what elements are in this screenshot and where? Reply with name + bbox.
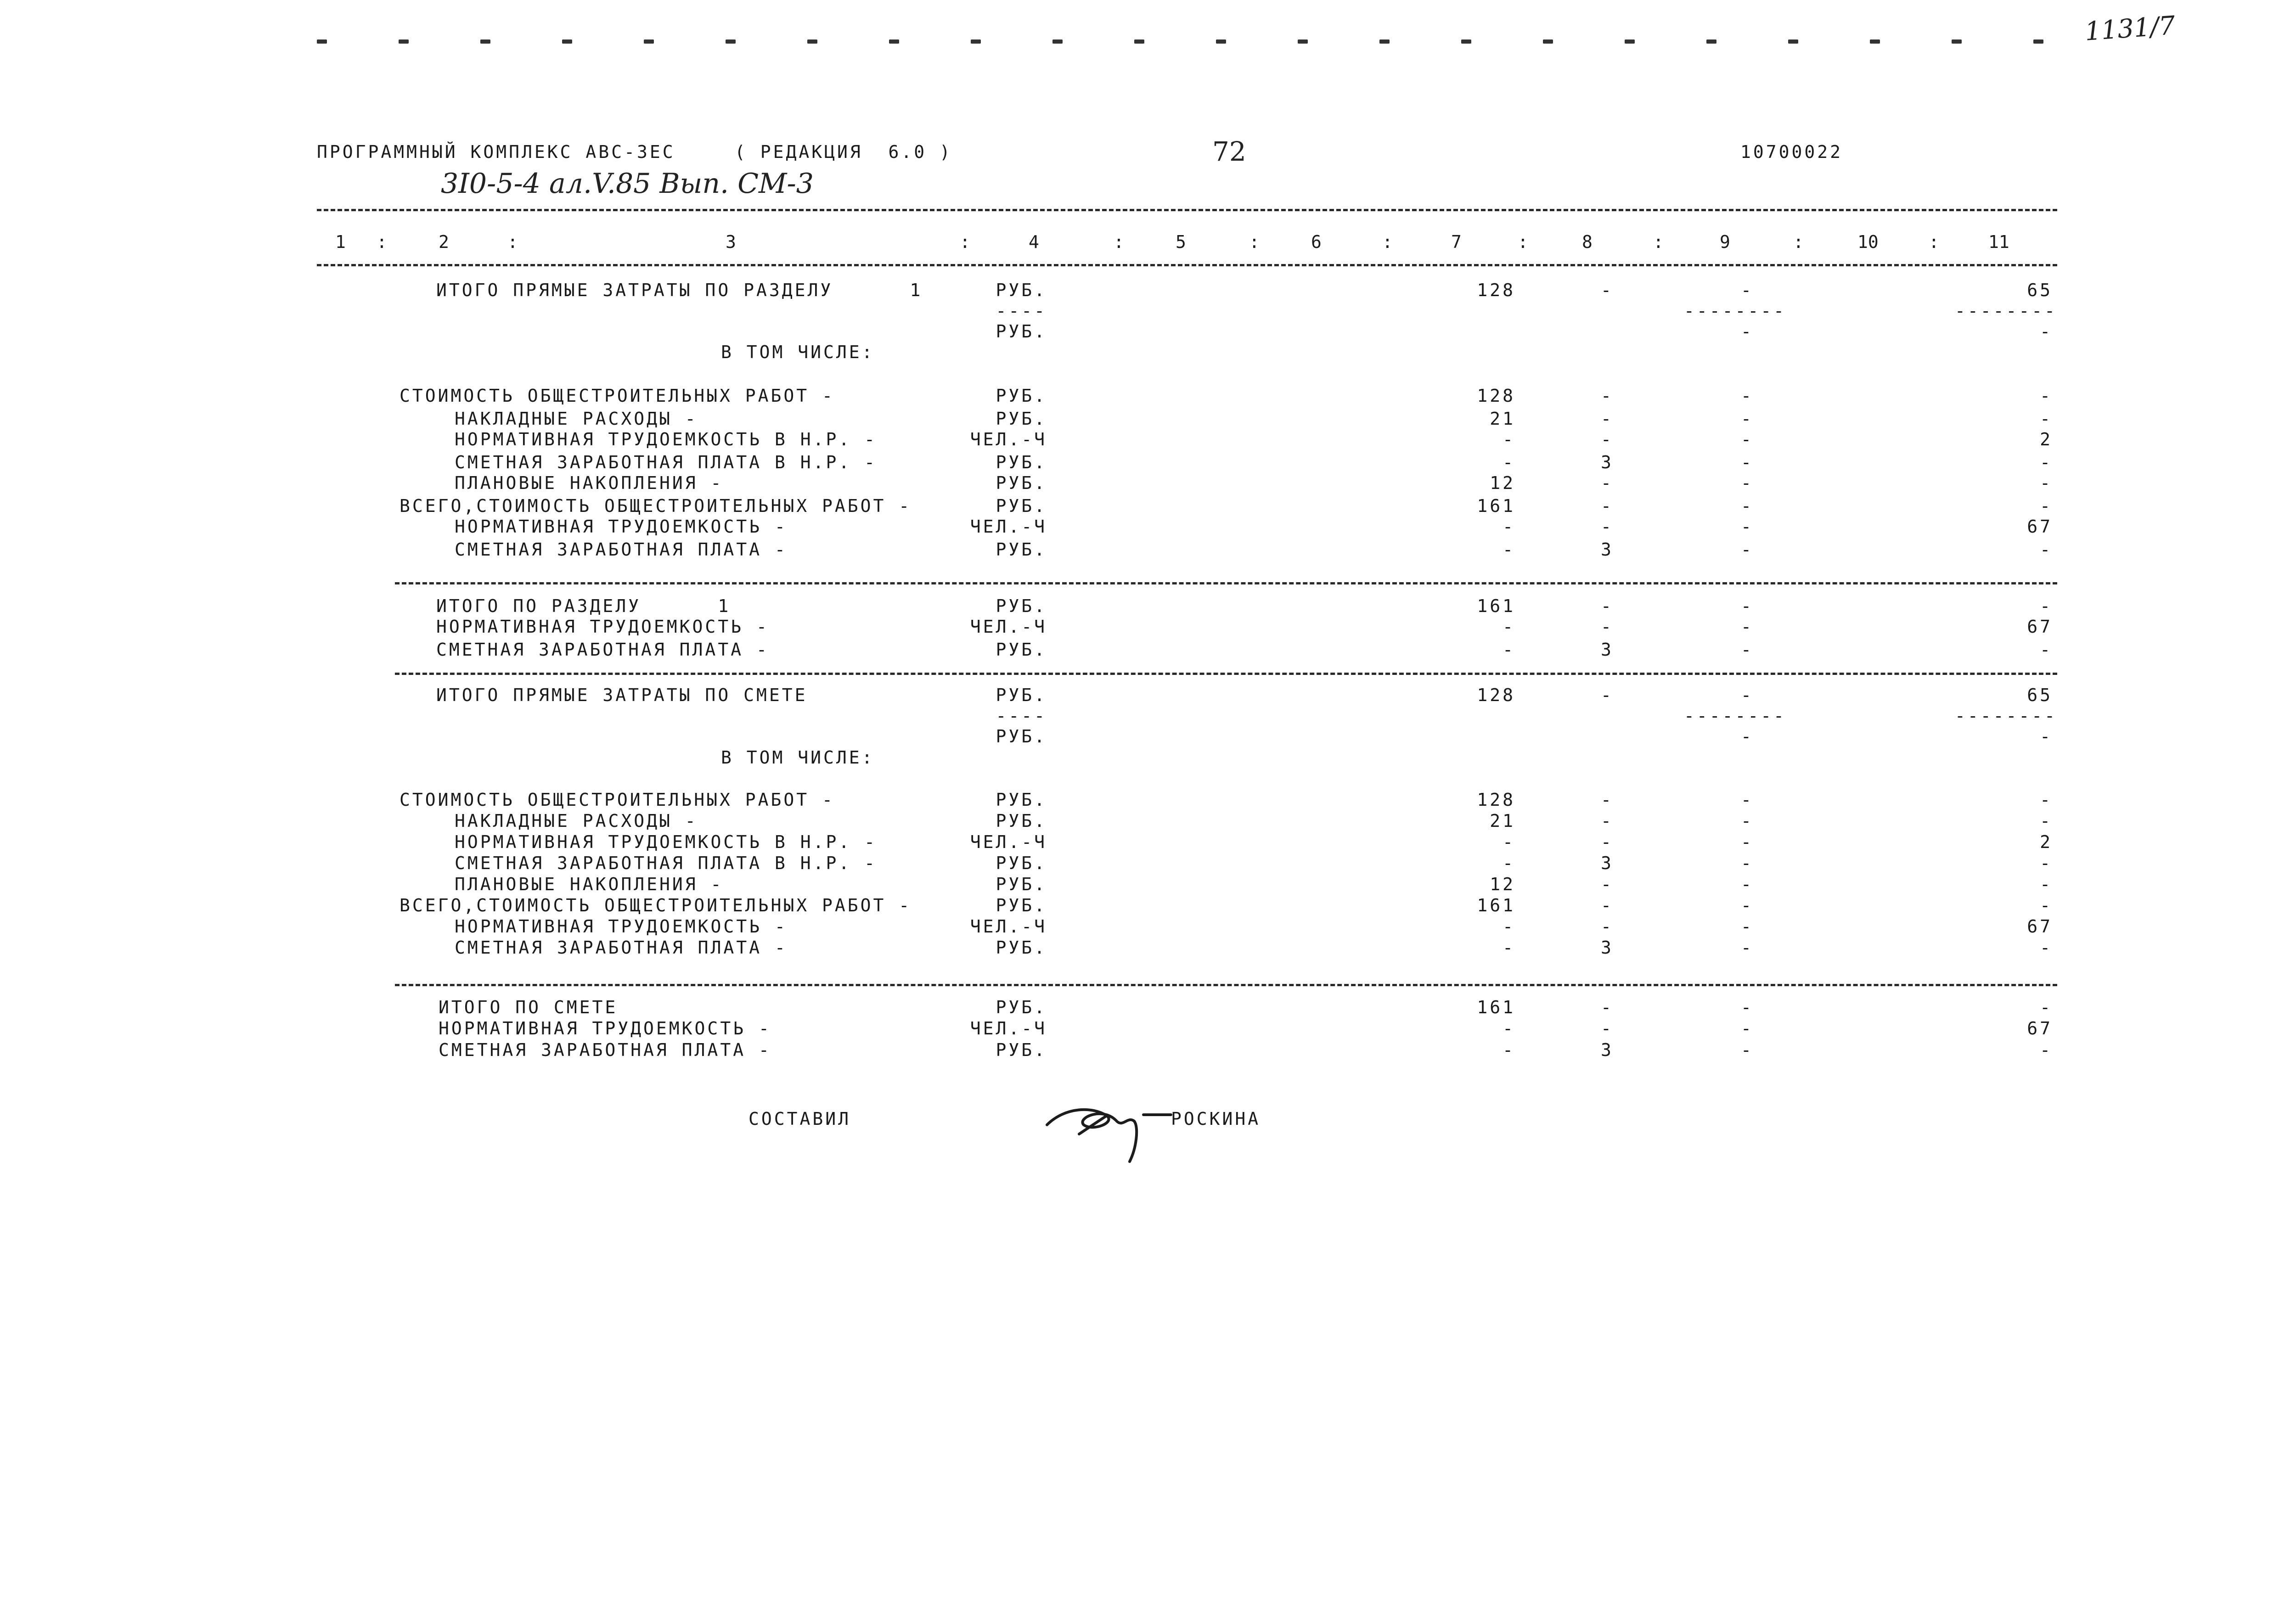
cell-col-9: - xyxy=(1741,596,1754,616)
row-label: СМЕТНАЯ ЗАРАБОТНАЯ ПЛАТА - xyxy=(439,1040,771,1060)
cell-col-7: 128 xyxy=(1477,685,1515,705)
feed-mark xyxy=(1379,39,1390,44)
cell-col-8: 3 xyxy=(1601,539,1614,560)
cell-col-11: - xyxy=(2040,874,2053,894)
column-header-11: 11 xyxy=(1988,232,2009,252)
column-header-5: 5 xyxy=(1176,232,1186,252)
row-unit: РУБ. xyxy=(996,640,1047,660)
cell-col-9: - xyxy=(1741,539,1754,560)
cell-col-11: - xyxy=(2040,997,2053,1017)
feed-mark xyxy=(644,39,654,44)
document-code: 10700022 xyxy=(1740,142,1843,162)
table-row xyxy=(0,301,2296,321)
feed-mark xyxy=(1298,39,1308,44)
row-unit: РУБ. xyxy=(996,539,1047,560)
cell-col-11: 67 xyxy=(2027,916,2053,937)
cell-col-7: - xyxy=(1503,916,1515,937)
row-label: ПЛАНОВЫЕ НАКОПЛЕНИЯ - xyxy=(455,874,724,894)
table-row xyxy=(0,726,2296,747)
cell-col-9: - xyxy=(1741,790,1754,810)
row-label: ИТОГО ПО СМЕТЕ xyxy=(439,997,618,1017)
row-unit: РУБ. xyxy=(996,997,1047,1017)
cell-col-9: - xyxy=(1741,409,1754,429)
cell-col-8: 3 xyxy=(1601,452,1614,472)
cell-col-7: - xyxy=(1503,1040,1515,1060)
edition-label: ( РЕДАКЦИЯ 6.0 ) xyxy=(735,142,952,162)
column-header-4: 4 xyxy=(1029,232,1039,252)
row-unit: ---- xyxy=(996,706,1047,726)
cell-col-11: - xyxy=(2040,811,2053,831)
feed-mark xyxy=(1543,39,1553,44)
cell-col-7: 21 xyxy=(1490,409,1515,429)
cell-col-9: - xyxy=(1741,617,1754,637)
feed-mark xyxy=(1052,39,1063,44)
cell-col-9: -------- xyxy=(1683,706,1786,726)
cell-col-8: - xyxy=(1601,811,1614,831)
table-row xyxy=(0,916,2296,937)
cell-col-8: - xyxy=(1601,596,1614,616)
cell-col-8: - xyxy=(1601,790,1614,810)
cell-col-8: 3 xyxy=(1601,640,1614,660)
cell-col-7: 161 xyxy=(1477,997,1515,1017)
cell-col-11: - xyxy=(2040,853,2053,873)
table-row xyxy=(0,409,2296,429)
column-separator: : xyxy=(1382,232,1393,252)
cell-col-7: 128 xyxy=(1477,386,1515,406)
cell-col-11: 65 xyxy=(2027,685,2053,705)
cell-col-9: - xyxy=(1741,517,1754,537)
cell-col-7: - xyxy=(1503,832,1515,852)
row-unit: РУБ. xyxy=(996,1040,1047,1060)
row-label: НОРМАТИВНАЯ ТРУДОЕМКОСТЬ В Н.Р. - xyxy=(455,832,877,852)
table-row xyxy=(0,832,2296,852)
row-label: ВСЕГО,СТОИМОСТЬ ОБЩЕСТРОИТЕЛЬНЫХ РАБОТ - xyxy=(400,496,912,516)
row-unit: РУБ. xyxy=(996,874,1047,894)
cell-col-8: - xyxy=(1601,874,1614,894)
cell-col-11: - xyxy=(2040,938,2053,958)
row-label: СМЕТНАЯ ЗАРАБОТНАЯ ПЛАТА - xyxy=(436,640,769,660)
cell-col-8: - xyxy=(1601,832,1614,852)
cell-col-9: - xyxy=(1741,726,1754,747)
program-title: ПРОГРАММНЫЙ КОМПЛЕКС АВС-3ЕС xyxy=(317,142,675,162)
cell-col-9: - xyxy=(1741,811,1754,831)
cell-col-9: - xyxy=(1741,895,1754,915)
cell-col-7: - xyxy=(1503,938,1515,958)
row-unit: РУБ. xyxy=(996,280,1047,300)
cell-col-8: - xyxy=(1601,517,1614,537)
feed-mark xyxy=(889,39,899,44)
header-bottom-rule xyxy=(317,264,2057,266)
cell-col-11: - xyxy=(2040,473,2053,493)
cell-col-11: 2 xyxy=(2040,429,2053,449)
feed-mark xyxy=(317,39,327,44)
page-number: 72 xyxy=(1212,136,1246,167)
row-label: ПЛАНОВЫЕ НАКОПЛЕНИЯ - xyxy=(455,473,724,493)
table-row xyxy=(0,321,2296,342)
table-row xyxy=(0,874,2296,894)
cell-col-7: - xyxy=(1503,429,1515,449)
column-separator: : xyxy=(1793,232,1804,252)
table-row xyxy=(0,596,2296,616)
feed-mark xyxy=(2033,39,2043,44)
cell-col-8: - xyxy=(1601,429,1614,449)
cell-col-7: 161 xyxy=(1477,895,1515,915)
column-header-10: 10 xyxy=(1857,232,1879,252)
row-label: СТОИМОСТЬ ОБЩЕСТРОИТЕЛЬНЫХ РАБОТ - xyxy=(400,790,835,810)
row-label: НОРМАТИВНАЯ ТРУДОЕМКОСТЬ В Н.Р. - xyxy=(455,429,877,449)
table-row xyxy=(0,617,2296,637)
row-label: НОРМАТИВНАЯ ТРУДОЕМКОСТЬ - xyxy=(455,517,788,537)
table-row xyxy=(0,342,2296,362)
row-unit: ЧЕЛ.-Ч xyxy=(970,617,1047,637)
row-unit: ---- xyxy=(996,301,1047,321)
table-row xyxy=(0,1018,2296,1039)
row-label: НАКЛАДНЫЕ РАСХОДЫ - xyxy=(455,811,698,831)
column-separator: : xyxy=(1653,232,1664,252)
row-label: ИТОГО ПРЯМЫЕ ЗАТРАТЫ ПО РАЗДЕЛУ 1 xyxy=(436,280,923,300)
cell-col-7: 161 xyxy=(1477,496,1515,516)
feed-mark xyxy=(1870,39,1880,44)
feed-mark xyxy=(399,39,409,44)
cell-col-11: - xyxy=(2040,452,2053,472)
cell-col-9: - xyxy=(1741,874,1754,894)
cell-col-9: - xyxy=(1741,938,1754,958)
table-row xyxy=(0,517,2296,537)
compiled-label: СОСТАВИЛ xyxy=(748,1109,851,1129)
table-row xyxy=(0,938,2296,958)
cell-col-11: - xyxy=(2040,895,2053,915)
feed-mark xyxy=(562,39,572,44)
table-row xyxy=(0,452,2296,472)
cell-col-11: - xyxy=(2040,386,2053,406)
row-unit: РУБ. xyxy=(996,596,1047,616)
cell-col-8: - xyxy=(1601,473,1614,493)
cell-col-11: - xyxy=(2040,790,2053,810)
table-row xyxy=(0,496,2296,516)
feed-mark xyxy=(1461,39,1471,44)
handwritten-reference: 3I0-5-4 ал.V.85 Вып. СМ-3 xyxy=(441,168,814,200)
feed-mark xyxy=(480,39,490,44)
table-row xyxy=(0,997,2296,1017)
cell-col-9: - xyxy=(1741,496,1754,516)
cell-col-9: - xyxy=(1741,685,1754,705)
column-header-8: 8 xyxy=(1582,232,1593,252)
cell-col-9: - xyxy=(1741,473,1754,493)
column-header-3: 3 xyxy=(726,232,736,252)
row-label: ИТОГО ПО РАЗДЕЛУ 1 xyxy=(436,596,731,616)
cell-col-9: - xyxy=(1741,832,1754,852)
row-unit: ЧЕЛ.-Ч xyxy=(970,916,1047,937)
row-unit: ЧЕЛ.-Ч xyxy=(970,429,1047,449)
row-unit: РУБ. xyxy=(996,811,1047,831)
row-unit: ЧЕЛ.-Ч xyxy=(970,517,1047,537)
column-separator: : xyxy=(507,232,518,252)
column-separator: : xyxy=(1114,232,1124,252)
row-label: СМЕТНАЯ ЗАРАБОТНАЯ ПЛАТА В Н.Р. - xyxy=(455,452,877,472)
cell-col-7: 128 xyxy=(1477,280,1515,300)
row-label: НОРМАТИВНАЯ ТРУДОЕМКОСТЬ - xyxy=(439,1018,771,1039)
signature-mark xyxy=(1038,1088,1176,1166)
cell-col-9: - xyxy=(1741,916,1754,937)
cell-col-7: 161 xyxy=(1477,596,1515,616)
cell-col-7: 12 xyxy=(1490,473,1515,493)
cell-col-11: 2 xyxy=(2040,832,2053,852)
cell-col-8: 3 xyxy=(1601,853,1614,873)
cell-col-11: 67 xyxy=(2027,1018,2053,1039)
table-row xyxy=(0,747,2296,768)
cell-col-9: - xyxy=(1741,1040,1754,1060)
row-unit: РУБ. xyxy=(996,853,1047,873)
cell-col-8: 3 xyxy=(1601,938,1614,958)
row-label: СТОИМОСТЬ ОБЩЕСТРОИТЕЛЬНЫХ РАБОТ - xyxy=(400,386,835,406)
column-header-row xyxy=(0,232,2296,252)
cell-col-9: - xyxy=(1741,1018,1754,1039)
cell-col-7: - xyxy=(1503,1018,1515,1039)
feed-mark xyxy=(1134,39,1144,44)
cell-col-8: - xyxy=(1601,617,1614,637)
cell-col-9: - xyxy=(1741,853,1754,873)
column-separator: : xyxy=(1518,232,1528,252)
table-top-rule xyxy=(317,209,2057,211)
cell-col-8: - xyxy=(1601,997,1614,1017)
cell-col-11: - xyxy=(2040,409,2053,429)
row-unit: РУБ. xyxy=(996,386,1047,406)
table-row xyxy=(0,895,2296,915)
table-row xyxy=(0,853,2296,873)
table-row xyxy=(0,280,2296,300)
cell-col-9: - xyxy=(1741,386,1754,406)
cell-col-8: - xyxy=(1601,1018,1614,1039)
column-header-9: 9 xyxy=(1720,232,1730,252)
feed-mark xyxy=(1216,39,1226,44)
table-row xyxy=(0,539,2296,560)
table-row xyxy=(0,685,2296,705)
cell-col-8: 3 xyxy=(1601,1040,1614,1060)
row-label: СМЕТНАЯ ЗАРАБОТНАЯ ПЛАТА - xyxy=(455,938,788,958)
feed-mark xyxy=(1788,39,1798,44)
row-unit: ЧЕЛ.-Ч xyxy=(970,832,1047,852)
table-row xyxy=(0,429,2296,449)
cell-col-8: - xyxy=(1601,280,1614,300)
cell-col-11: -------- xyxy=(1954,301,2057,321)
row-unit: РУБ. xyxy=(996,685,1047,705)
table-row xyxy=(0,1040,2296,1060)
cell-col-7: - xyxy=(1503,853,1515,873)
cell-col-7: 12 xyxy=(1490,874,1515,894)
table-row xyxy=(0,473,2296,493)
column-separator: : xyxy=(1929,232,1939,252)
section-rule-2 xyxy=(395,673,2057,675)
row-unit: РУБ. xyxy=(996,473,1047,493)
row-label: В ТОМ ЧИСЛЕ: xyxy=(721,747,875,768)
compiler-name: РОСКИНА xyxy=(1171,1109,1261,1129)
row-unit: ЧЕЛ.-Ч xyxy=(970,1018,1047,1039)
cell-col-9: -------- xyxy=(1683,301,1786,321)
row-label: НОРМАТИВНАЯ ТРУДОЕМКОСТЬ - xyxy=(436,617,769,637)
cell-col-11: 65 xyxy=(2027,280,2053,300)
column-header-6: 6 xyxy=(1311,232,1322,252)
feed-mark xyxy=(1706,39,1716,44)
feed-mark xyxy=(807,39,817,44)
row-label: СМЕТНАЯ ЗАРАБОТНАЯ ПЛАТА - xyxy=(455,539,788,560)
cell-col-8: - xyxy=(1601,409,1614,429)
row-label: СМЕТНАЯ ЗАРАБОТНАЯ ПЛАТА В Н.Р. - xyxy=(455,853,877,873)
row-label: НАКЛАДНЫЕ РАСХОДЫ - xyxy=(455,409,698,429)
cell-col-8: - xyxy=(1601,386,1614,406)
section-rule-1 xyxy=(395,582,2057,584)
cell-col-7: - xyxy=(1503,640,1515,660)
cell-col-9: - xyxy=(1741,997,1754,1017)
table-row xyxy=(0,811,2296,831)
column-header-7: 7 xyxy=(1451,232,1462,252)
cell-col-9: - xyxy=(1741,280,1754,300)
column-header-1: 1 xyxy=(335,232,346,252)
row-label: НОРМАТИВНАЯ ТРУДОЕМКОСТЬ - xyxy=(455,916,788,937)
row-unit: РУБ. xyxy=(996,790,1047,810)
cell-col-7: - xyxy=(1503,617,1515,637)
row-unit: РУБ. xyxy=(996,452,1047,472)
cell-col-11: - xyxy=(2040,1040,2053,1060)
cell-col-8: - xyxy=(1601,685,1614,705)
cell-col-9: - xyxy=(1741,452,1754,472)
feed-mark xyxy=(726,39,736,44)
cell-col-7: - xyxy=(1503,539,1515,560)
cell-col-7: 128 xyxy=(1477,790,1515,810)
cell-col-9: - xyxy=(1741,321,1754,342)
cell-col-11: - xyxy=(2040,539,2053,560)
column-separator: : xyxy=(960,232,970,252)
table-row xyxy=(0,386,2296,406)
feed-mark xyxy=(1952,39,1962,44)
row-unit: РУБ. xyxy=(996,409,1047,429)
column-header-2: 2 xyxy=(439,232,449,252)
cell-col-11: -------- xyxy=(1954,706,2057,726)
row-label: ИТОГО ПРЯМЫЕ ЗАТРАТЫ ПО СМЕТЕ xyxy=(436,685,808,705)
row-unit: РУБ. xyxy=(996,321,1047,342)
row-unit: РУБ. xyxy=(996,726,1047,747)
corner-note: 1131/7 xyxy=(2083,11,2177,47)
cell-col-11: 67 xyxy=(2027,517,2053,537)
cell-col-7: - xyxy=(1503,517,1515,537)
row-unit: РУБ. xyxy=(996,938,1047,958)
cell-col-11: - xyxy=(2040,321,2053,342)
table-row xyxy=(0,640,2296,660)
cell-col-8: - xyxy=(1601,895,1614,915)
cell-col-7: 21 xyxy=(1490,811,1515,831)
cell-col-9: - xyxy=(1741,640,1754,660)
table-row xyxy=(0,706,2296,726)
column-separator: : xyxy=(1249,232,1260,252)
table-row xyxy=(0,790,2296,810)
cell-col-11: - xyxy=(2040,496,2053,516)
cell-col-7: - xyxy=(1503,452,1515,472)
row-label: В ТОМ ЧИСЛЕ: xyxy=(721,342,875,362)
row-unit: РУБ. xyxy=(996,496,1047,516)
cell-col-8: - xyxy=(1601,496,1614,516)
cell-col-11: - xyxy=(2040,640,2053,660)
cell-col-11: - xyxy=(2040,596,2053,616)
column-separator: : xyxy=(377,232,387,252)
cell-col-11: 67 xyxy=(2027,617,2053,637)
cell-col-11: - xyxy=(2040,726,2053,747)
feed-mark xyxy=(971,39,981,44)
row-unit: РУБ. xyxy=(996,895,1047,915)
feed-mark xyxy=(1625,39,1635,44)
cell-col-9: - xyxy=(1741,429,1754,449)
row-label: ВСЕГО,СТОИМОСТЬ ОБЩЕСТРОИТЕЛЬНЫХ РАБОТ - xyxy=(400,895,912,915)
cell-col-8: - xyxy=(1601,916,1614,937)
section-rule-3 xyxy=(395,984,2057,986)
